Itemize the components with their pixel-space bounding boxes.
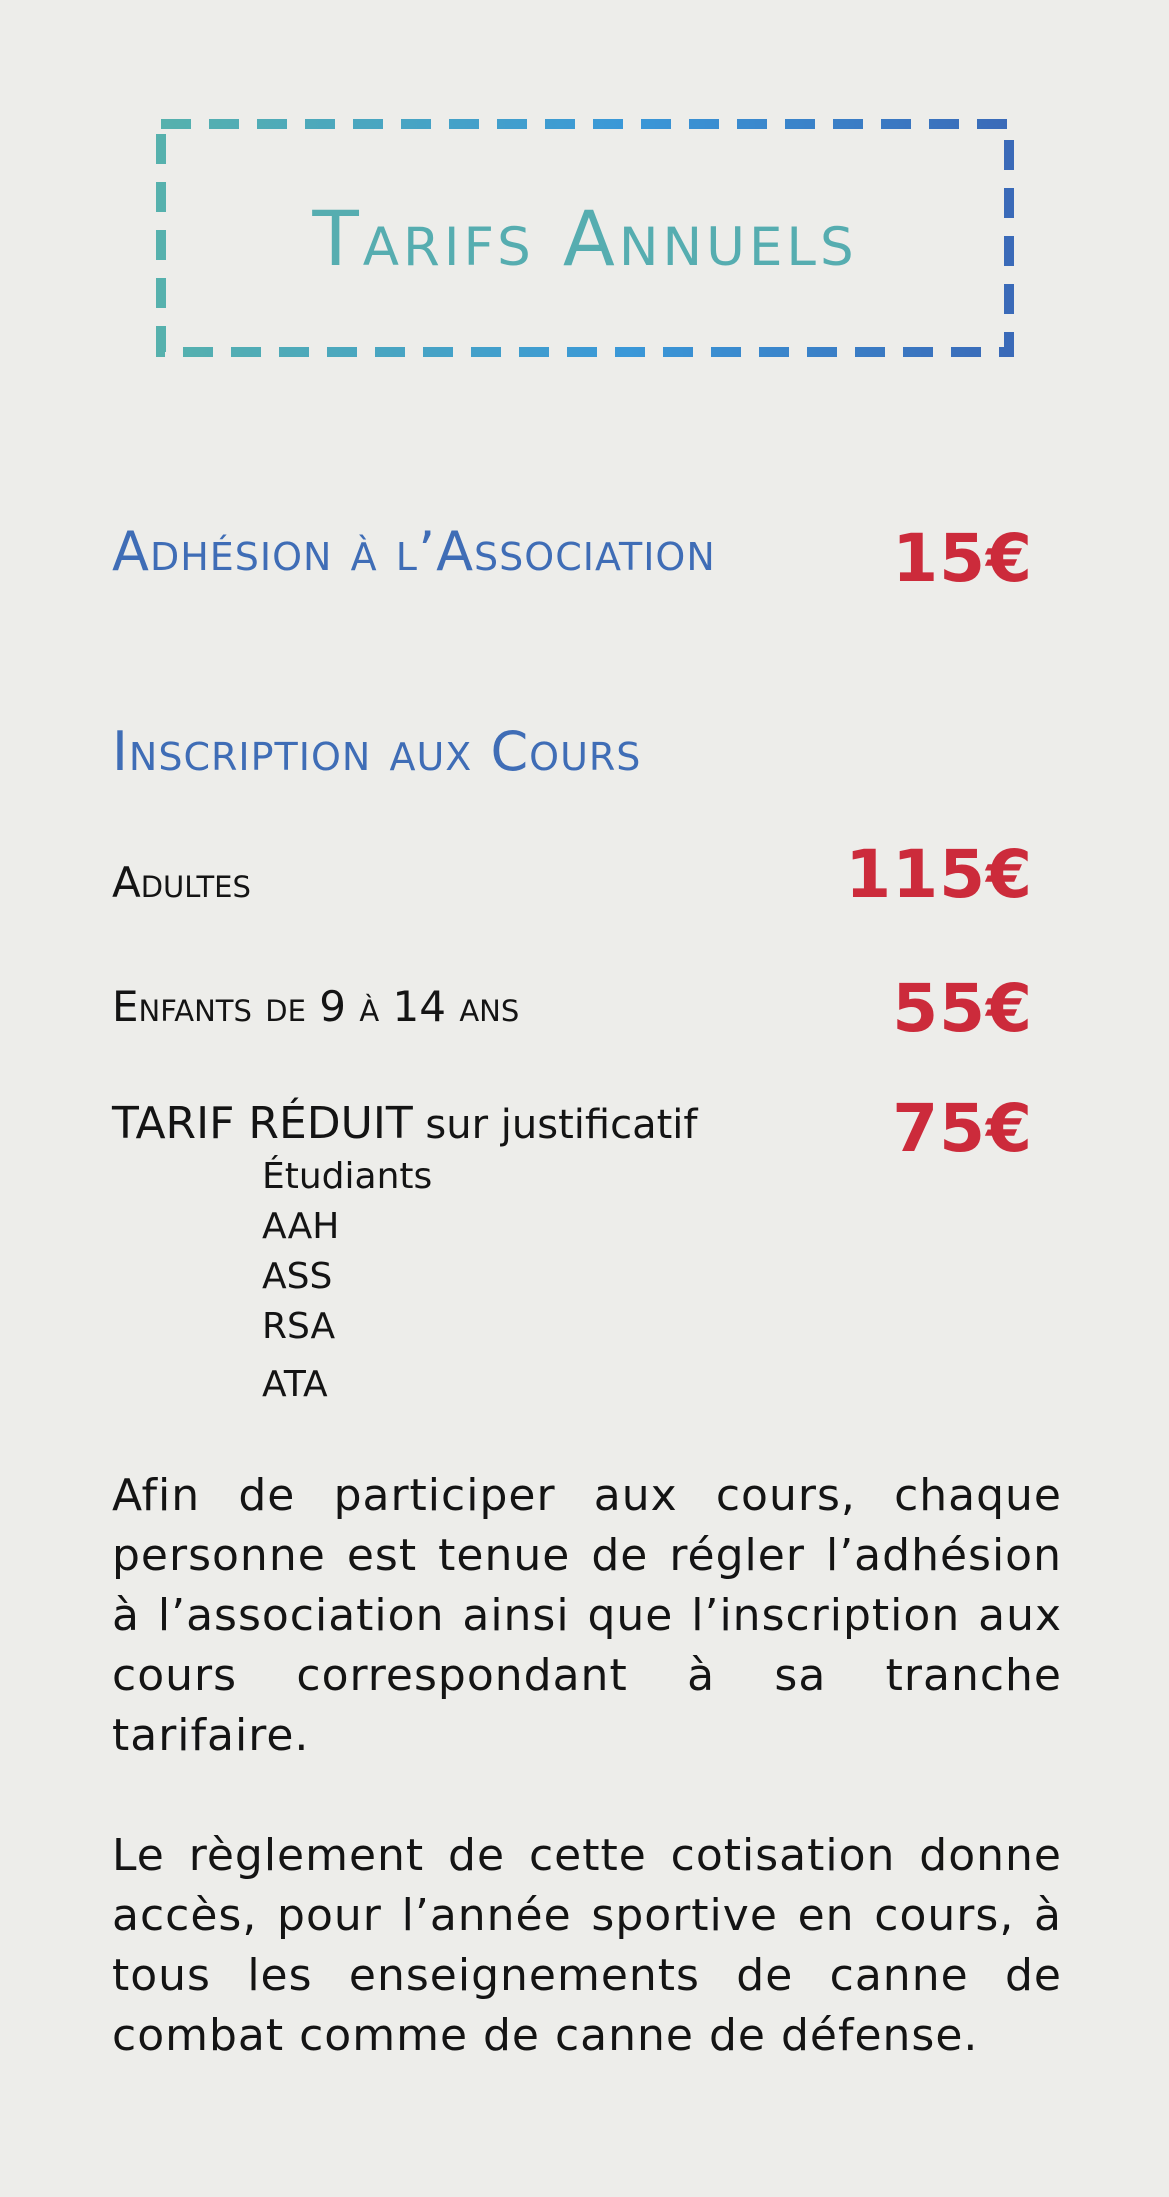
courses-heading: Inscription aux Cours xyxy=(112,720,642,783)
membership-price: 15€ xyxy=(892,520,1033,597)
title-frame xyxy=(155,118,1015,358)
list-item: ASS xyxy=(262,1256,333,1297)
page-title: Tarifs Annuels xyxy=(312,193,858,283)
reduced-rate-condition: sur justificatif xyxy=(412,1102,698,1148)
membership-label: Adhésion à l’Association xyxy=(112,520,716,583)
list-item: RSA xyxy=(262,1306,336,1347)
list-item: ATA xyxy=(262,1364,328,1405)
adults-price: 115€ xyxy=(845,836,1033,913)
fee-info-paragraph: Le règlement de cette cotisation donne accès, pour l’année sportive en cours, à tous les enseignements de canne de combat comme de canne de défense. xyxy=(112,1830,1062,2061)
children-label: Enfants de 9 à 14 ans xyxy=(112,982,520,1031)
membership-info-paragraph: Afin de participer aux cours, chaque personne est tenue de régler l’adhésion à l’association ainsi que l’inscription aux cours correspondant à sa tranche tarifaire. xyxy=(112,1470,1062,1761)
reduced-rate-label xyxy=(112,1098,697,1149)
reduced-rate-caps: TARIF RÉDUIT xyxy=(112,1098,413,1149)
list-item: AAH xyxy=(262,1206,340,1247)
adults-label: Adultes xyxy=(112,858,251,907)
reduced-rate-price: 75€ xyxy=(892,1090,1033,1167)
children-price: 55€ xyxy=(892,970,1033,1047)
list-item: Étudiants xyxy=(262,1156,433,1197)
reduced-rate-list xyxy=(262,1152,432,1410)
